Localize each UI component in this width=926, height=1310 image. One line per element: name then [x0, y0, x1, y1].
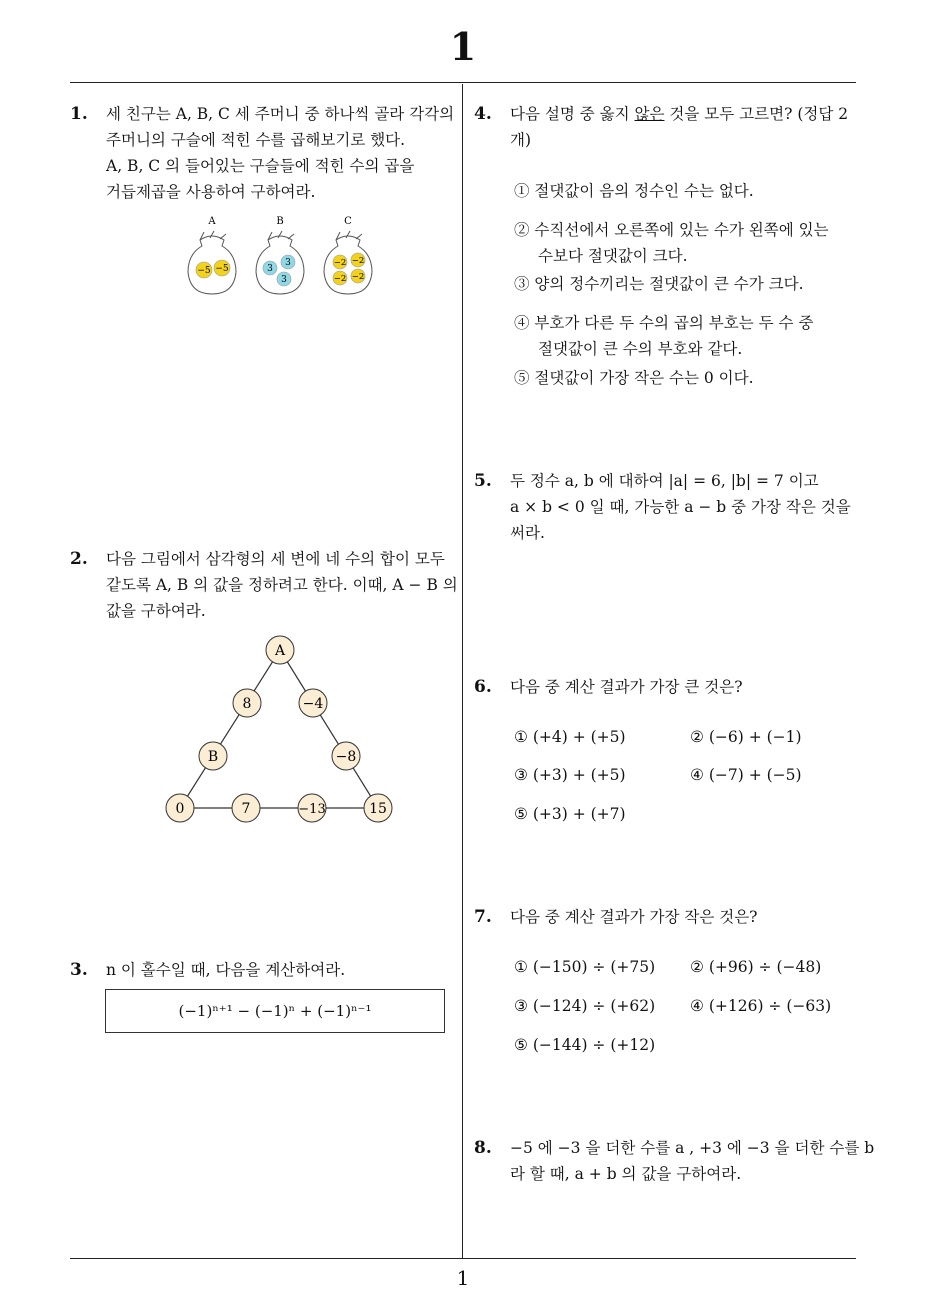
node-label: −4 — [302, 696, 324, 712]
option-3[interactable]: ③ 양의 정수끼리는 절댓값이 큰 수가 크다. — [514, 275, 804, 293]
bag-label: B — [276, 216, 284, 227]
option-2[interactable]: ② (−6) + (−1) — [690, 728, 802, 746]
option-5[interactable]: ⑤ (−144) ÷ (+12) — [514, 1036, 656, 1054]
question-text: 세 친구는 A, B, C 세 주머니 중 하나씩 골라 각각의 — [106, 105, 455, 123]
option-5[interactable]: ⑤ (+3) + (+7) — [514, 805, 626, 823]
option-2[interactable]: ② (+96) ÷ (−48) — [690, 958, 822, 976]
marble-value: −2 — [333, 258, 347, 268]
question-2 — [70, 546, 458, 624]
option-3[interactable]: ③ (−124) ÷ (+62) — [514, 997, 656, 1015]
question-text: 값을 구하여라. — [106, 602, 206, 620]
marble-value: −2 — [351, 272, 365, 282]
bag-c — [324, 216, 372, 294]
node-label: 15 — [369, 801, 387, 817]
question-text: 써라. — [510, 524, 545, 542]
option-4[interactable]: ④ (+126) ÷ (−63) — [690, 997, 832, 1015]
question-5 — [474, 468, 851, 546]
marble-value: 3 — [267, 264, 273, 274]
bag-label: A — [208, 216, 216, 227]
marble-value: −5 — [197, 266, 211, 276]
question-text: 주머니의 구슬에 적힌 수를 곱해보기로 했다. — [106, 131, 406, 149]
node-label: −13 — [298, 802, 326, 817]
question-text: 다음 그림에서 삼각형의 세 변에 네 수의 합이 모두 — [106, 550, 445, 568]
option-1[interactable]: ① (+4) + (+5) — [514, 728, 626, 746]
question-number: 7. — [474, 907, 492, 927]
question-text: 같도록 A, B 의 값을 정하려고 한다. 이때, A − B 의 — [106, 576, 458, 594]
option-4[interactable]: ④ (−7) + (−5) — [690, 766, 802, 784]
bag-label: C — [344, 216, 352, 227]
question-text: 개) — [510, 131, 532, 149]
question-number: 5. — [474, 471, 492, 491]
header-rule — [70, 82, 856, 83]
footer-rule — [70, 1258, 856, 1259]
question-7 — [474, 904, 758, 930]
question-text: 거듭제곱을 사용하여 구하여라. — [106, 183, 316, 201]
formula: (−1)ⁿ⁺¹ − (−1)ⁿ + (−1)ⁿ⁻¹ — [178, 1002, 372, 1020]
question-number: 2. — [70, 549, 88, 569]
option-4[interactable]: ④ 부호가 다른 두 수의 곱의 부호는 두 수 중 절댓값이 큰 수의 부호와 같다. — [514, 314, 814, 358]
question-1 — [70, 101, 455, 205]
node-label: 0 — [175, 801, 185, 817]
marble-value: −2 — [351, 256, 365, 266]
option-1[interactable]: ① (−150) ÷ (+75) — [514, 958, 656, 976]
question-6 — [474, 674, 743, 700]
question-text: 다음 중 계산 결과가 가장 작은 것은? — [510, 908, 758, 926]
marble-value: −2 — [333, 274, 347, 284]
node-label: 7 — [241, 801, 251, 817]
formula-box — [105, 989, 445, 1033]
option-5[interactable]: ⑤ 절댓값이 가장 작은 수는 0 이다. — [514, 369, 754, 387]
question-number: 4. — [474, 104, 492, 124]
node-label: A — [274, 643, 286, 659]
marble-value: 3 — [281, 275, 287, 285]
question-text: n 이 홀수일 때, 다음을 계산하여라. — [106, 961, 346, 979]
page-footer-number: 1 — [456, 1266, 470, 1290]
question-number: 8. — [474, 1138, 492, 1158]
marble-value: −5 — [215, 264, 229, 274]
marble-value: 3 — [285, 258, 291, 268]
question-8 — [474, 1135, 875, 1187]
bag-b — [256, 216, 304, 294]
option-2[interactable]: ② 수직선에서 오른쪽에 있는 수가 왼쪽에 있는 수보다 절댓값이 크다. — [514, 221, 829, 265]
node-label: −8 — [335, 749, 357, 765]
question-text: 라 할 때, a + b 의 값을 구하여라. — [510, 1165, 742, 1183]
option-1[interactable]: ① 절댓값이 음의 정수인 수는 없다. — [514, 182, 754, 200]
question-text: A, B, C 의 들어있는 구슬들에 적힌 수의 곱을 — [106, 157, 415, 175]
question-text: 두 정수 a, b 에 대하여 |a| = 6, |b| = 7 이고 — [510, 472, 819, 490]
question-number: 3. — [70, 960, 88, 980]
question-number: 6. — [474, 677, 492, 697]
question-4 — [474, 101, 849, 153]
page-header-number: 1 — [449, 24, 477, 69]
bags-figure — [180, 210, 450, 300]
question-text: 다음 중 계산 결과가 가장 큰 것은? — [510, 678, 743, 696]
column-divider — [462, 84, 463, 1258]
question-text: a × b < 0 일 때, 가능한 a − b 중 가장 작은 것을 — [510, 498, 851, 516]
triangle-figure — [160, 632, 400, 828]
node-label: 8 — [242, 696, 252, 712]
question-3 — [70, 957, 346, 983]
question-text: −5 에 −3 을 더한 수를 a , +3 에 −3 을 더한 수를 b — [510, 1139, 875, 1157]
question-text: 다음 설명 중 옳지 않은 것을 모두 고르면? (정답 2 — [510, 105, 849, 123]
bag-a — [188, 216, 236, 294]
question-number: 1. — [70, 104, 88, 124]
underlined-word: 않은 — [634, 105, 665, 123]
node-label: B — [207, 749, 219, 765]
option-3[interactable]: ③ (+3) + (+5) — [514, 766, 626, 784]
